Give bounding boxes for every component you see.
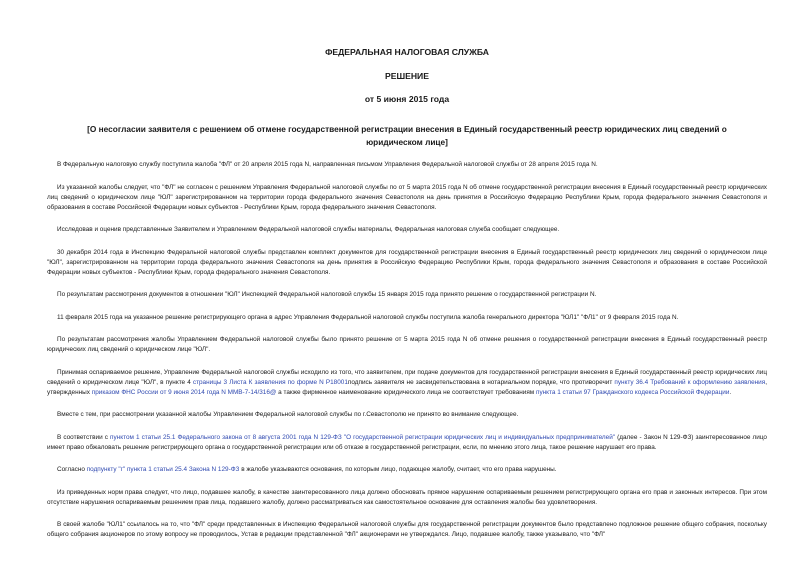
paragraph: Исследовав и оценив представленные Заявителем и Управлением Федеральной налоговой службы материалы, Федеральная налоговая служба сообщает следующее.	[57, 226, 560, 233]
document-type: РЕШЕНИЕ	[385, 71, 429, 81]
paragraph: Вместе с тем, при рассмотрении указанной жалобы Управлением Федеральной налоговой службы по г.Севастополю не принято во внимание следующее.	[57, 411, 519, 418]
paragraph-text: (далее - Закон N 129-ФЗ) заинтересованное лицо имеет право обжаловать решение регистрирующего органа о государственной регистрации или об отказе в государственной регистрации, если, по мнению этого лица, такое решение нарушает его права.	[47, 433, 767, 451]
paragraph-text: , утвержденных	[47, 378, 767, 396]
paragraph	[47, 465, 767, 475]
paragraph: Из приведенных норм права следует, что лицо, подавшее жалобу, в качестве заинтересованного лица должно обосновать прямое нарушение оспариваемым решением регистрирующего органа его прав и законных интересов. При этом отсутствие нарушения оспариваемым решением прав лица, подавшего жалобу, должно рассматриваться как самостоятельное основание для оставления жалобы без удовлетворения.	[47, 488, 767, 506]
paragraph: Из указанной жалобы следует, что "ФЛ" не согласен с решением Управления Федеральной налоговой службы по от 5 марта 2015 года N об отмене государственной регистрации внесения в Единый государственный реестр юридических лиц сведений о юридическом лице "ЮЛ" зарегистрированном на территории города федерального значения Севастополя на день принятия в Российскую Федерацию Республики Крым, города федерального значения Севастополя и образования в составе Российской Федерации новых субъектов - Республики Крым, города федерального значения Севастополя.	[47, 183, 767, 211]
paragraph: 30 декабря 2014 года в Инспекцию Федеральной налоговой службы представлен комплект документов для государственной регистрации внесения в Единый государственный реестр юридических лиц сведений о юридическом лице "ЮЛ", зарегистрированном на территории города федерального значения Севастополя на день принятия в Российскую Федерацию Республики Крым, города федерального значения Севастополя и образования в составе Российской Федерации новых субъектов - Республики Крым, города федерального значения Севастополя.	[47, 248, 767, 276]
paragraph: По результатам рассмотрения документов в отношении "ЮЛ" Инспекцией Федеральной налоговой службы 15 января 2015 года принято решение о государственной регистрации N.	[57, 291, 597, 298]
paragraph: 11 февраля 2015 года на указанное решение регистрирующего органа в адрес Управления Федеральной налоговой службы поступила жалоба генерального директора "ЮЛ1" "ФЛ1" от 9 февраля 2015 года N.	[57, 313, 679, 321]
paragraph	[47, 433, 767, 453]
link-requirements-36-4[interactable]: пункту 36.4 Требований к оформлению заявления	[614, 378, 766, 386]
paragraph: В своей жалобе "ЮЛ1" ссылалось на то, что "ФЛ" среди представленных в Инспекцию Федеральной налоговой службы для государственной регистрации документов было представлено подложное решение общего собрания, поскольку общего собрания акционеров по этому вопросу не проводилось, Устав в редакции представленной "ФЛ" акционерами не утверждался. Лицо, подавшее жалобу, также указывало, что "ФЛ"	[47, 521, 767, 538]
link-law-129-fz-25-4[interactable]: подпункту "г" пункта 1 статьи 25.4 Закона N 129-ФЗ	[86, 466, 240, 473]
paragraph-text: В соответствии с	[57, 433, 111, 441]
paragraph-text: Согласно	[57, 466, 87, 473]
paragraph	[47, 368, 767, 398]
paragraph-text: .	[729, 388, 732, 396]
link-form-r18001[interactable]: страницы 3 Листа К заявления по форме N Р18001	[192, 378, 348, 386]
paragraph-text: Принимая оспариваемое решение, Управление Федеральной налоговой службы исходило из того, что заявителем, при подаче документов для государственной регистрации внесения в Единый государственный реестр юридических лиц сведений о юридическом лице "ЮЛ", в пункте 4	[47, 368, 767, 386]
paragraph: В Федеральную налоговую службу поступила жалоба "ФЛ" от 20 апреля 2015 года N, направленная письмом Управления Федеральной налоговой службы от 28 апреля 2015 года N.	[57, 161, 598, 168]
link-law-129-fz[interactable]: пунктом 1 статьи 25.1 Федерального закона от 8 августа 2001 года N 129-ФЗ "О государственной регистрации юридических лиц и индивидуальных предпринимателей"	[110, 433, 616, 441]
link-fns-order[interactable]: приказом ФНС России от 9 июня 2014 года N ММВ-7-14/316@	[91, 388, 277, 396]
document-date: от 5 июня 2015 года	[364, 94, 450, 104]
paragraph-text: а также фирменное наименование юридического лица не соответствует требованиям	[276, 388, 536, 396]
document-body	[47, 160, 767, 540]
document-subject: [О несогласии заявителя с решением об отмене государственной регистрации внесения в Единый государственный реестр юридических лиц сведений о юридическом лице]	[87, 124, 727, 147]
link-civil-code-97[interactable]: пункта 1 статьи 97 Гражданского кодекса Российской Федерации	[535, 388, 730, 396]
paragraph: По результатам рассмотрения жалобы Управлением Федеральной налоговой службы было принято решение от 5 марта 2015 года N об отмене решения о государственной регистрации внесения в Единый государственный реестр юридических лиц сведений о юридическом лице "ЮЛ".	[47, 336, 767, 353]
paragraph-text: подпись заявителя не засвидетельствована в нотариальном порядке, что противоречит	[347, 378, 615, 386]
organization-title: ФЕДЕРАЛЬНАЯ НАЛОГОВАЯ СЛУЖБА	[325, 47, 489, 57]
paragraph-text: в жалобе указываются основания, по которым лицо, подающее жалобу, считает, что его права нарушены.	[239, 466, 557, 473]
